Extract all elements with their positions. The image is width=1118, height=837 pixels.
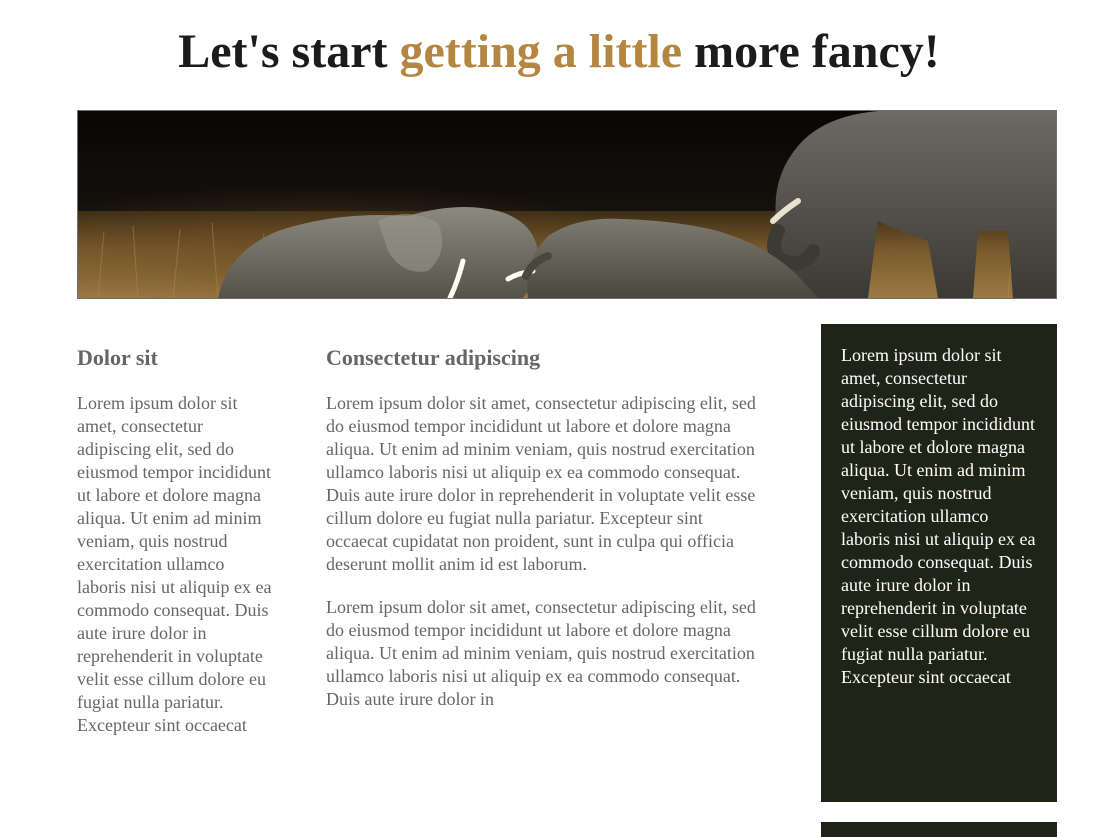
title-start: Let's start	[178, 25, 400, 78]
hero-banner	[77, 110, 1057, 299]
title-end: more fancy!	[682, 25, 940, 78]
sidebar-paragraph: Lorem ipsum dolor sit amet, consectetur adipiscing elit, sed do eiusmod tempor incididunt ut labore et dolore magna aliqua. Ut enim ad minim veniam, quis nostrud exercitation ullamco laboris nisi ut aliquip ex ea commodo consequat. Duis aute irure dolor in reprehenderit in voluptate velit esse cillum dolore eu fugiat nulla pariatur. Excepteur sint occaecat	[841, 345, 1036, 687]
middle-column-paragraph-2: Lorem ipsum dolor sit amet, consectetur adipiscing elit, sed do eiusmod tempor incididunt ut labore et dolore magna aliqua. Ut enim ad minim veniam, quis nostrud exercitation ullamco laboris nisi ut aliquip ex ea commodo consequat. Duis aute irure dolor in	[326, 597, 756, 709]
elephants-banner-image	[78, 111, 1056, 298]
sidebar-box-second	[821, 822, 1057, 837]
sidebar-box	[821, 324, 1057, 802]
middle-column	[326, 345, 766, 737]
left-column-heading: Dolor sit	[77, 345, 158, 370]
left-column	[77, 345, 277, 737]
title-accent: getting a little	[399, 25, 683, 78]
page-title	[0, 24, 1118, 80]
left-column-paragraph: Lorem ipsum dolor sit amet, consectetur adipiscing elit, sed do eiusmod tempor incididunt ut labore et dolore magna aliqua. Ut enim ad minim veniam, quis nostrud exercitation ullamco laboris nisi ut aliquip ex ea commodo consequat. Duis aute irure dolor in reprehenderit in voluptate velit esse cillum dolore eu fugiat nulla pariatur. Excepteur sint occaecat	[77, 393, 272, 735]
middle-column-paragraph-1: Lorem ipsum dolor sit amet, consectetur adipiscing elit, sed do eiusmod tempor incididunt ut labore et dolore magna aliqua. Ut enim ad minim veniam, quis nostrud exercitation ullamco laboris nisi ut aliquip ex ea commodo consequat. Duis aute irure dolor in reprehenderit in voluptate velit esse cillum dolore eu fugiat nulla pariatur. Excepteur sint occaecat cupidatat non proident, sunt in culpa qui officia deserunt mollit anim id est laborum.	[326, 393, 756, 574]
middle-column-heading: Consectetur adipiscing	[326, 345, 541, 370]
